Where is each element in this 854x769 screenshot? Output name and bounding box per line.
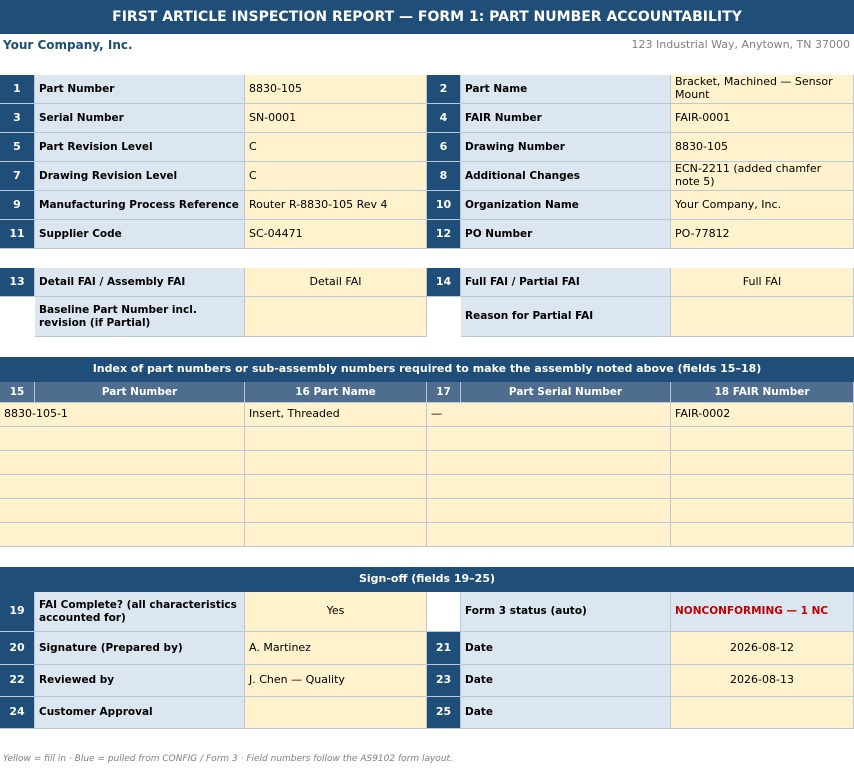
index-cell[interactable]: FAIR-0002 [671, 403, 854, 427]
field-number-2: 2 [427, 75, 461, 104]
field-number-5: 5 [0, 133, 35, 162]
index-cell[interactable] [427, 523, 671, 547]
prepared-date-field[interactable]: 2026-08-12 [671, 632, 854, 665]
baseline-part-field[interactable] [245, 297, 427, 337]
field-number-22: 22 [0, 665, 35, 697]
field-number-25: 25 [427, 697, 461, 729]
field-number-10: 10 [427, 191, 461, 220]
index-cell[interactable] [245, 523, 427, 547]
field-value-10[interactable]: Your Company, Inc. [671, 191, 854, 220]
field-value-9[interactable]: Router R-8830-105 Rev 4 [245, 191, 427, 220]
field-number-7: 7 [0, 162, 35, 191]
index-cell[interactable]: — [427, 403, 671, 427]
partial-reason-field[interactable] [671, 297, 854, 337]
index-cell[interactable] [427, 499, 671, 523]
field-number-12: 12 [427, 220, 461, 249]
field-value-7[interactable]: C [245, 162, 427, 191]
field-value-3[interactable]: SN-0001 [245, 104, 427, 133]
field-value-12[interactable]: PO-77812 [671, 220, 854, 249]
index-cell[interactable] [245, 427, 427, 451]
index-cell[interactable] [245, 475, 427, 499]
field-label-23: Date [461, 665, 671, 697]
index-cell[interactable] [671, 427, 854, 451]
index-cell[interactable] [427, 475, 671, 499]
index-cell[interactable] [0, 475, 245, 499]
field-number-23: 23 [427, 665, 461, 697]
field-value-1[interactable]: 8830-105 [245, 75, 427, 104]
field-value-6[interactable]: 8830-105 [671, 133, 854, 162]
customer-approval-field[interactable] [245, 697, 427, 729]
fai-complete-select[interactable]: Yes [245, 592, 427, 632]
col-part-serial: Part Serial Number [461, 382, 671, 403]
field-number-1: 1 [0, 75, 35, 104]
fai-type-select[interactable]: Detail FAI [245, 268, 427, 297]
field-value-11[interactable]: SC-04471 [245, 220, 427, 249]
index-cell[interactable] [671, 499, 854, 523]
report-title: FIRST ARTICLE INSPECTION REPORT — FORM 1: PART NUMBER ACCOUNTABILITY [0, 0, 854, 34]
field-label-21: Date [461, 632, 671, 665]
field-number-19: 19 [0, 592, 35, 632]
col-15-number: 15 [0, 382, 35, 403]
field-number-6: 6 [427, 133, 461, 162]
field-label-24: Customer Approval [35, 697, 245, 729]
col-part-number: Part Number [35, 382, 245, 403]
field-label-13: Detail FAI / Assembly FAI [35, 268, 245, 297]
col-17-number: 17 [427, 382, 461, 403]
col-fair-number: 18 FAIR Number [671, 382, 854, 403]
field-label-8: Additional Changes [461, 162, 671, 191]
field-number-21: 21 [427, 632, 461, 665]
customer-date-field[interactable] [671, 697, 854, 729]
col-part-name: 16 Part Name [245, 382, 427, 403]
field-label-1: Part Number [35, 75, 245, 104]
field-number-14: 14 [427, 268, 461, 297]
index-cell[interactable] [0, 523, 245, 547]
blank-cell [427, 592, 461, 632]
index-cell[interactable]: 8830-105-1 [0, 403, 245, 427]
index-cell[interactable] [0, 499, 245, 523]
company-name: Your Company, Inc. [3, 38, 133, 52]
field-label-19: FAI Complete? (all characteristics accounted for) [35, 592, 245, 632]
field-label-25: Date [461, 697, 671, 729]
index-cell[interactable] [671, 451, 854, 475]
field-value-5[interactable]: C [245, 133, 427, 162]
index-cell[interactable] [671, 523, 854, 547]
reviewed-date-field[interactable]: 2026-08-13 [671, 665, 854, 697]
index-cell[interactable] [0, 427, 245, 451]
field-value-2[interactable]: Bracket, Machined — Sensor Mount [671, 75, 854, 104]
field-label-3: Serial Number [35, 104, 245, 133]
field-label-12: PO Number [461, 220, 671, 249]
field-value-4[interactable]: FAIR-0001 [671, 104, 854, 133]
field-label-10: Organization Name [461, 191, 671, 220]
field-label-14: Full FAI / Partial FAI [461, 268, 671, 297]
company-address: 123 Industrial Way, Anytown, TN 37000 [631, 38, 850, 51]
index-cell[interactable] [245, 451, 427, 475]
field-number-20: 20 [0, 632, 35, 665]
form3-status-label: Form 3 status (auto) [461, 592, 671, 632]
field-value-8[interactable]: ECN-2211 (added chamfer note 5) [671, 162, 854, 191]
partial-reason-label: Reason for Partial FAI [461, 297, 671, 337]
prepared-by-field[interactable]: A. Martinez [245, 632, 427, 665]
index-cell[interactable]: Insert, Threaded [245, 403, 427, 427]
baseline-part-label: Baseline Part Number incl. revision (if Partial) [35, 297, 245, 337]
field-label-11: Supplier Code [35, 220, 245, 249]
field-label-4: FAIR Number [461, 104, 671, 133]
field-label-2: Part Name [461, 75, 671, 104]
signoff-section-header: Sign-off (fields 19–25) [0, 567, 854, 592]
legend-footer: Yellow = fill in · Blue = pulled from CONFIG / Form 3 · Field numbers follow the AS9102 form layout. [3, 754, 453, 764]
field-label-9: Manufacturing Process Reference [35, 191, 245, 220]
index-section-header: Index of part numbers or sub-assembly numbers required to make the assembly noted above (fields 15–18) [0, 357, 854, 382]
field-label-7: Drawing Revision Level [35, 162, 245, 191]
index-cell[interactable] [427, 427, 671, 451]
field-number-9: 9 [0, 191, 35, 220]
fai-scope-select[interactable]: Full FAI [671, 268, 854, 297]
form3-status-value: NONCONFORMING — 1 NC [671, 592, 854, 632]
index-cell[interactable] [0, 451, 245, 475]
field-label-20: Signature (Prepared by) [35, 632, 245, 665]
reviewed-by-field[interactable]: J. Chen — Quality [245, 665, 427, 697]
index-cell[interactable] [671, 475, 854, 499]
index-cell[interactable] [427, 451, 671, 475]
field-number-8: 8 [427, 162, 461, 191]
index-cell[interactable] [245, 499, 427, 523]
field-number-11: 11 [0, 220, 35, 249]
field-label-6: Drawing Number [461, 133, 671, 162]
field-number-13: 13 [0, 268, 35, 297]
field-number-24: 24 [0, 697, 35, 729]
field-number-4: 4 [427, 104, 461, 133]
field-label-22: Reviewed by [35, 665, 245, 697]
field-number-3: 3 [0, 104, 35, 133]
field-label-5: Part Revision Level [35, 133, 245, 162]
